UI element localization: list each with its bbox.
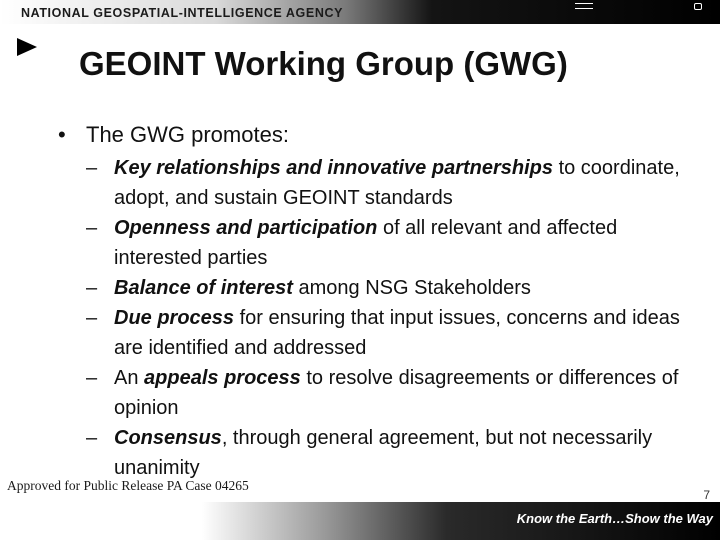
- dash-marker: –: [86, 367, 98, 389]
- emblem-icon: [575, 3, 593, 9]
- sub-bullet-emphasis: Due process: [114, 307, 235, 329]
- sub-bullet-text: to resolve disagreements or differences of opinion: [114, 367, 679, 419]
- page-number: 7: [703, 488, 710, 502]
- sub-bullet-emphasis: appeals process: [144, 367, 301, 389]
- bullet-marker: •: [58, 122, 66, 147]
- sub-bullet-text: , through general agreement, but not necessarily unanimity: [114, 427, 653, 479]
- sub-bullet-emphasis: Openness and participation: [114, 217, 378, 239]
- sub-bullet-emphasis: Key relationships and innovative partnerships: [114, 157, 554, 179]
- slide-title: GEOINT Working Group (GWG): [79, 45, 568, 82]
- sub-bullet-text: among NSG Stakeholders: [292, 277, 531, 299]
- sub-bullet-text: of all relevant and affected interested parties: [114, 217, 618, 269]
- sub-bullet-item: [58, 423, 698, 483]
- dash-marker: –: [86, 217, 98, 239]
- agency-name: NATIONAL GEOSPATIAL-INTELLIGENCE AGENCY: [21, 6, 344, 20]
- sub-bullet-item: [58, 303, 698, 363]
- dash-marker: –: [86, 427, 98, 449]
- dash-marker: –: [86, 307, 98, 329]
- footer-tagline: Know the Earth…Show the Way: [516, 511, 713, 526]
- main-bullet-text: The GWG promotes:: [86, 122, 289, 147]
- sub-bullet-item: [58, 153, 698, 213]
- release-note: Approved for Public Release PA Case 04265: [7, 478, 249, 493]
- sub-bullet-item: [58, 273, 698, 303]
- slide-body: [58, 120, 698, 483]
- sub-bullet-item: [58, 363, 698, 423]
- sub-bullet-list: [58, 153, 698, 483]
- sub-bullet-text: for ensuring that input issues, concerns and ideas are identified and addressed: [114, 307, 680, 359]
- seal-icon: [694, 3, 702, 10]
- sub-bullet-emphasis: Balance of interest: [114, 277, 293, 299]
- sub-bullet-emphasis: Consensus: [114, 427, 222, 449]
- sub-bullet-text: to coordinate, adopt, and sustain GEOINT standards: [114, 157, 680, 209]
- dash-marker: –: [86, 277, 98, 299]
- sub-bullet-item: [58, 213, 698, 273]
- play-arrow-icon: [17, 38, 37, 56]
- main-bullet: [58, 120, 698, 150]
- dash-marker: –: [86, 157, 98, 179]
- sub-bullet-prefix: An: [114, 367, 145, 389]
